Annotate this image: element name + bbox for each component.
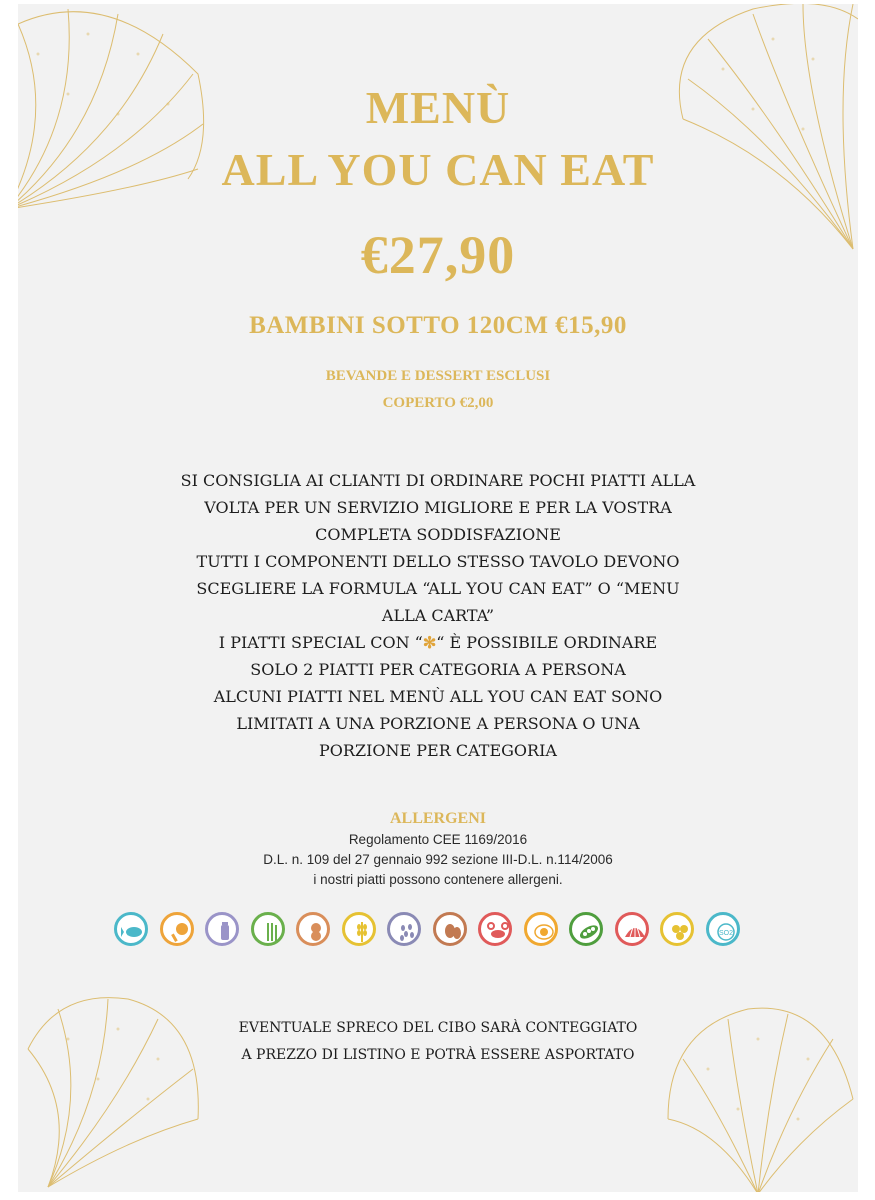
- soy-pea-icon: [569, 912, 603, 946]
- celery-icon: [251, 912, 285, 946]
- wheat-icon: [342, 912, 376, 946]
- rules-line: PORZIONE PER CATEGORIA: [319, 741, 557, 760]
- milk-bottle-icon: [205, 912, 239, 946]
- rules-line: LIMITATI A UNA PORZIONE A PERSONA O UNA: [236, 714, 640, 733]
- chicken-leg-icon: [160, 912, 194, 946]
- rules-line: SOLO 2 PIATTI PER CATEGORIA A PERSONA: [250, 660, 626, 679]
- menu-price: €27,90: [360, 225, 516, 285]
- rules-line: VOLTA PER UN SERVIZIO MIGLIORE E PER LA VOSTRA: [204, 498, 672, 517]
- excluded-note: BEVANDE E DESSERT ESCLUSI: [325, 368, 551, 384]
- rules-line: ALCUNI PIATTI NEL MENÙ ALL YOU CAN EAT SONO: [213, 687, 663, 706]
- allergens-notice: i nostri piatti possono contenere allergeni.: [313, 872, 563, 887]
- allergens-info: [18, 830, 858, 890]
- rules-line: SCEGLIERE LA FORMULA “ALL YOU CAN EAT” O “MENU: [196, 579, 680, 598]
- allergen-icons-row: [114, 912, 754, 952]
- waste-notice-line1: EVENTUALE SPRECO DEL CIBO SARÀ CONTEGGIATO: [238, 1020, 638, 1036]
- allergens-title: ALLERGENI: [389, 810, 487, 827]
- svg-text:SO2: SO2: [718, 930, 733, 937]
- sesame-seeds-icon: [387, 912, 421, 946]
- cover-charge: COPERTO €2,00: [382, 395, 494, 411]
- waste-notice: [18, 1015, 858, 1069]
- menu-page: [18, 4, 858, 1192]
- waste-notice-line2: A PREZZO DI LISTINO E POTRÀ ESSERE ASPORTATO: [241, 1047, 635, 1063]
- rules-block: [18, 467, 858, 764]
- rules-text: “ È POSSIBILE ORDINARE: [436, 633, 658, 652]
- kids-price: BAMBINI SOTTO 120CM €15,90: [249, 312, 627, 339]
- peanut-icon: [296, 912, 330, 946]
- menu-title-line2: ALL YOU CAN EAT: [221, 144, 655, 195]
- rules-line-special: [18, 629, 858, 656]
- lupin-icon: [660, 912, 694, 946]
- rules-text: I PIATTI SPECIAL CON “: [218, 633, 423, 652]
- rules-line: SI CONSIGLIA AI CLIANTI DI ORDINARE POCHI PIATTI ALLA: [180, 471, 696, 490]
- egg-icon: [524, 912, 558, 946]
- nuts-icon: [433, 912, 467, 946]
- allergens-decree: D.L. n. 109 del 27 gennaio 992 sezione III-D.L. n.114/2006: [263, 852, 613, 867]
- rules-line: COMPLETA SODDISFAZIONE: [315, 525, 561, 544]
- allergens-regulation: Regolamento CEE 1169/2016: [348, 832, 528, 847]
- shell-icon: [615, 912, 649, 946]
- special-asterisk-icon: ✻: [422, 633, 437, 652]
- rules-line: ALLA CARTA”: [381, 606, 495, 625]
- menu-title-line1: MENÙ: [365, 82, 511, 133]
- fish-icon: [114, 912, 148, 946]
- crab-icon: [478, 912, 512, 946]
- sulphites-icon: [706, 912, 740, 946]
- rules-line: TUTTI I COMPONENTI DELLO STESSO TAVOLO DEVONO: [196, 552, 680, 571]
